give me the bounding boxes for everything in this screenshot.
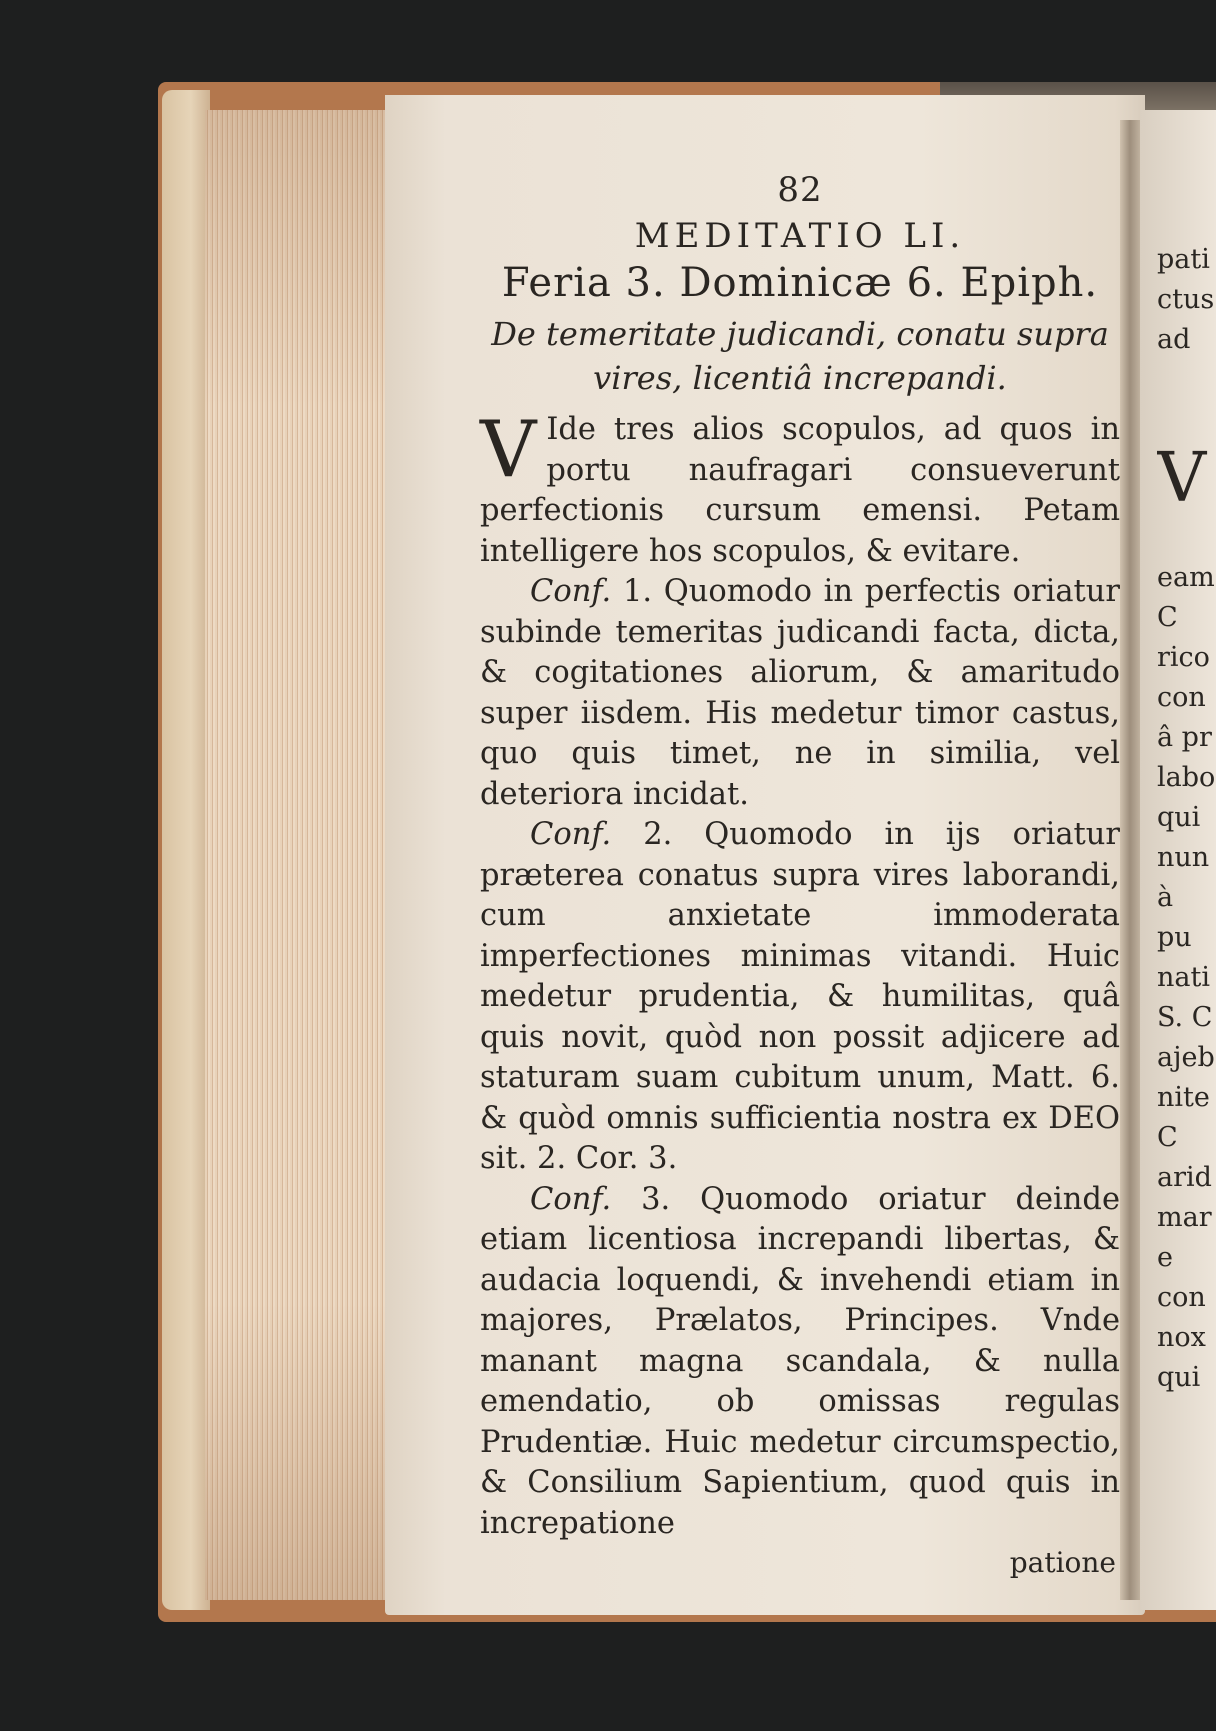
facing-page-fragment: mar bbox=[1157, 1202, 1212, 1233]
consideration-number: 3. bbox=[641, 1181, 671, 1217]
facing-page-fragment: qui bbox=[1157, 1362, 1201, 1393]
catchword: patione bbox=[1009, 1546, 1116, 1579]
facing-page-fragment: ctus bbox=[1157, 284, 1215, 315]
consideration-text: Quomodo oriatur deinde etiam licentiosa increpandi libertas, & audacia loquendi, & invehendi etiam in majores, Prælatos, Principes. Vnde manant magna scandala, & nulla emendatio, ob omissas regulas Prudentiæ. Huic medetur circumspectio, & Consilium Sapientium, quod quis in increpatione bbox=[480, 1181, 1120, 1541]
facing-page-fragment: qui bbox=[1157, 802, 1201, 833]
facing-page-fragment: nati bbox=[1157, 962, 1210, 993]
facing-page-fragment: V bbox=[1157, 439, 1207, 518]
page-block-edge bbox=[205, 110, 410, 1600]
facing-page-fragment: con bbox=[1157, 682, 1206, 713]
feast-subheading: Feria 3. Dominicæ 6. Epiph. bbox=[501, 260, 1099, 306]
page-text bbox=[480, 170, 1120, 1607]
book-cover-edge bbox=[162, 90, 210, 1610]
facing-page-fragment bbox=[1157, 518, 1216, 558]
facing-page-fragment: nox bbox=[1157, 1322, 1206, 1353]
facing-page-fragment: S. C bbox=[1157, 1002, 1213, 1033]
intro-text: Ide tres alios scopulos, ad quos in portu naufragari consueverunt perfectionis cursum emensi. Petam intelligere hos scopulos, & evitare. bbox=[480, 412, 1120, 569]
facing-page-fragment: e bbox=[1157, 1242, 1173, 1273]
consideration-number: 2. bbox=[643, 817, 673, 852]
facing-page-fragment: à pu bbox=[1157, 882, 1192, 953]
facing-page-fragment bbox=[1157, 360, 1216, 400]
facing-page-fragment: rico bbox=[1157, 642, 1210, 673]
meditation-summary: De temeritate judicandi, conatu supra vires, licentiâ increpandi. bbox=[491, 315, 1109, 397]
facing-page-fragment: nun bbox=[1157, 842, 1210, 873]
facing-page-fragments bbox=[1157, 240, 1216, 1398]
drop-cap: V bbox=[480, 405, 537, 495]
facing-page-fragment: C bbox=[1157, 602, 1178, 633]
consideration-label: Conf. bbox=[530, 574, 612, 609]
facing-page-fragment: C bbox=[1157, 1122, 1178, 1153]
facing-page-fragment: arid bbox=[1157, 1162, 1212, 1193]
consideration-label: Conf. bbox=[530, 1181, 612, 1217]
intro-paragraph bbox=[480, 405, 1120, 572]
consideration-2 bbox=[480, 815, 1120, 1180]
facing-page-fragment: nite bbox=[1157, 1082, 1210, 1113]
consideration-3 bbox=[480, 1180, 1120, 1545]
facing-page-fragment: con bbox=[1157, 1282, 1206, 1313]
consideration-text: Quomodo in perfectis oriatur subinde temeritas judicandi facta, dicta, & cogitationes aliorum, & amaritudo super iisdem. His medetur timor castus, quo quis timet, ne in similia, vel deteriora incidat. bbox=[480, 574, 1121, 812]
consideration-number: 1. bbox=[622, 574, 653, 609]
meditation-heading: MEDITATIO LI. bbox=[634, 216, 966, 256]
facing-page-fragment bbox=[1157, 400, 1216, 440]
consideration-text: Quomodo in ijs oriatur præterea conatus supra vires laborandi, cum anxietate immoderata imperfectiones minimas vitandi. Huic medetur prudentia, & humilitas, quâ quis novit, quòd non possit adjicere ad staturam suam cubitum unum, Matt. 6. & quòd omnis sufficientia nostra ex DEO sit. 2. Cor. 3. bbox=[480, 817, 1120, 1176]
facing-page-fragment: ad bbox=[1157, 324, 1191, 355]
consideration-1 bbox=[480, 572, 1120, 815]
facing-page-fragment: pati bbox=[1157, 244, 1210, 275]
facing-page-fragment: labo bbox=[1157, 762, 1216, 793]
facing-page-fragment: â pr bbox=[1157, 722, 1212, 753]
facing-page-fragment: ajeb bbox=[1157, 1042, 1215, 1073]
consideration-label: Conf. bbox=[530, 817, 612, 852]
book-gutter bbox=[1120, 120, 1142, 1600]
facing-page-fragment: eam bbox=[1157, 562, 1215, 593]
page-number: 82 bbox=[777, 170, 823, 210]
